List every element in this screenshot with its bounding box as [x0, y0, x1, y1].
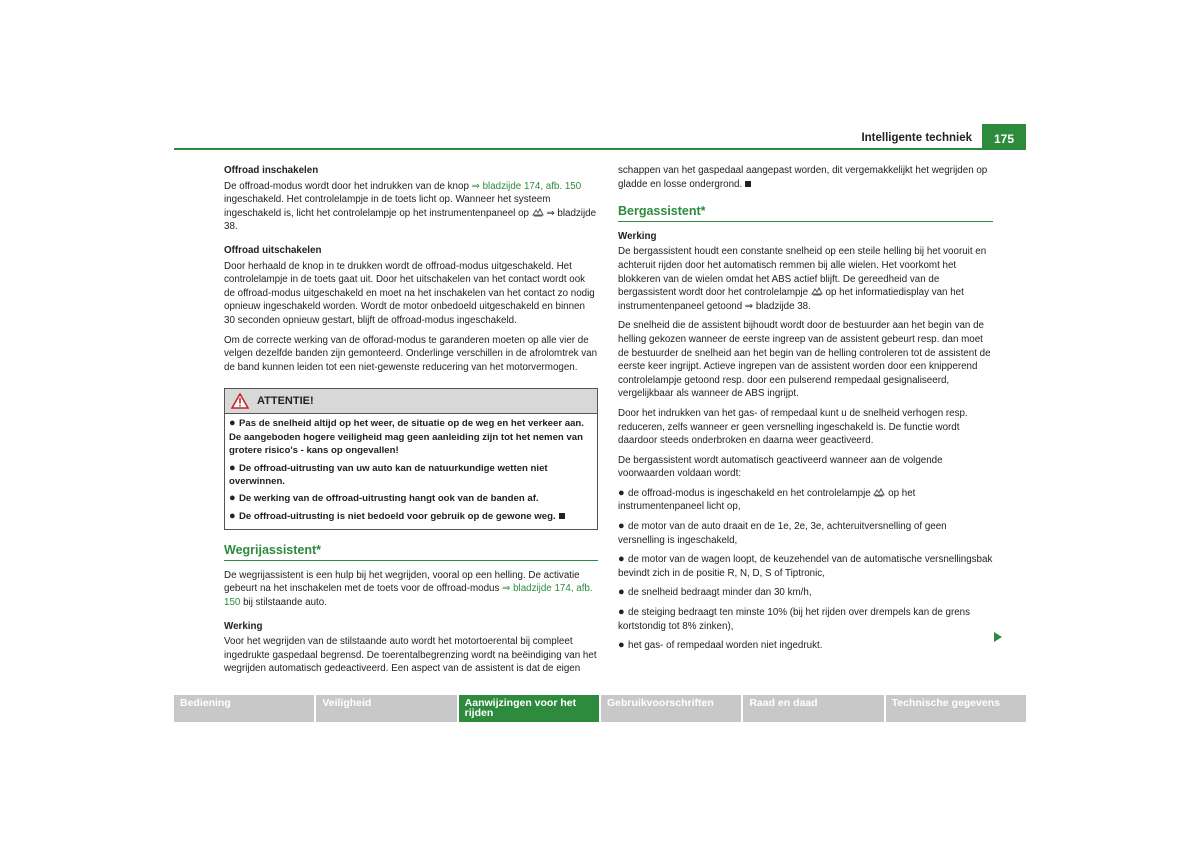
- condition-text: de motor van de wagen loopt, de keuzehendel van de automatische versnellingsbak bevindt zich in de positie R, N, D, S of Tiptronic,: [618, 554, 993, 579]
- tab-technische-gegevens[interactable]: Technische gegevens: [886, 695, 1026, 722]
- bullet-icon: ●: [229, 492, 236, 505]
- end-square-icon: [559, 513, 565, 519]
- offroad-on-text-a: De offroad-modus wordt door het indrukken van de knop: [224, 180, 472, 192]
- wegrij-intro-a: De wegrijassistent is een hulp bij het wegrijden, vooral op een helling. De activatie gebeurt na het inschakelen met de toets voor de offroad-modus: [224, 569, 580, 595]
- condition-item: [618, 520, 993, 547]
- condition-text: de motor van de auto draait en de 1e, 2e, 3e, achteruitversnelling of geen versnelling is ingeschakeld,: [618, 521, 947, 546]
- tyre-paragraph: Om de correcte werking van de offorad-modus te garanderen moeten op alle vier de velgen dezelfde banden zijn gemonteerd. Onderlinge verschillen in de afrolomtrek van de band kunnen leiden tot een niet-gewenste reducering van het motorvermogen.: [224, 334, 598, 373]
- bullet-icon: ●: [618, 486, 625, 499]
- warning-triangle-icon: [231, 393, 249, 409]
- offroad-off-text: Door herhaald de knop in te drukken wordt de offroad-modus uitgeschakeld. Het controlelampje in de toets gaat uit. Door het uitschakelen van het contact wordt ook de offroad-modus uitgeschakeld en moet na het inschakelen van het contact zo nodig opnieuw ingeschakeld worden. Wordt de motor onbedoeld uitgeschakeld en binnen 30 seconden opnieuw gestart, blijft de offroad-modus ingeschakeld.: [224, 260, 595, 326]
- end-square-icon: [745, 181, 751, 187]
- condition-item: [618, 553, 993, 580]
- berg-p1-b: op het informatiedisplay van het instrumentenpaneel getoond ⇒ bladzijde 38.: [618, 287, 964, 312]
- bullet-icon: ●: [618, 586, 625, 599]
- condition-item: [618, 639, 993, 653]
- bullet-icon: ●: [229, 461, 236, 474]
- wegrij-intro-b: bij stilstaande auto.: [240, 596, 327, 608]
- bullet-icon: ●: [229, 509, 236, 522]
- tab-veiligheid[interactable]: Veiligheid: [316, 695, 456, 722]
- tab-aanwijzingen-voor-het-rijden[interactable]: Aanwijzingen voor het rijden: [459, 695, 599, 722]
- ref-arrow: ⇒: [471, 180, 480, 192]
- warning-box: [224, 388, 598, 530]
- berg-p1-a: De bergassistent houdt een constante snelheid op een steile helling bij het vooruit en achteruit rijden door het automatisch remmen bij alle wielen. Het voorkomt het blokkeren van de wielen omdat het ABS actief blijft. De gereedheid van de bergassistent wordt door het controlelampje: [618, 246, 987, 299]
- offroad-lamp-icon: [873, 487, 885, 497]
- bullet-icon: ●: [618, 606, 625, 619]
- berg-p1: [618, 245, 993, 313]
- offroad-on-heading: Offroad inschakelen: [224, 165, 319, 176]
- offroad-on-ref: ⇒ bladzijde 38.: [224, 207, 597, 233]
- warning-item-text: De offroad-uitrusting van uw auto kan de natuurkundige wetten niet overwinnen.: [229, 462, 548, 487]
- wegrij-rule: [224, 560, 598, 561]
- wegrij-werking-text: Voor het wegrijden van de stilstaande auto wordt het motortoerental bij compleet ingedrukte gaspedaal begrensd. De toerentalbegrenzing wordt na beëindiging van het wegrijden automatisch gedeactiveerd. Een aspect van de assistent is dat de eigen: [224, 636, 597, 675]
- ref-arrow: ⇒: [502, 583, 511, 595]
- berg-p2: De snelheid die de assistent bijhoudt wordt door de bestuurder aan het begin van de helling gekozen wanneer de eerste ingreep van de assistent gebeurt resp. dan moet de bestuurder de snelheid aan het begin van de helling controleren tot de assistent de eerste keer ingrijpt. Actieve ingrepen van de assistent worden door een knipperend controlelampje getoond resp. door een pulserend rempedaal gesignaliseerd, vergelijkbaar als wanneer de ABS ingrijpt.: [618, 320, 991, 400]
- tab-raad-en-daad[interactable]: Raad en daad: [743, 695, 883, 722]
- bullet-icon: ●: [618, 639, 625, 652]
- tab-gebruikvoorschriften[interactable]: Gebruikvoorschriften: [601, 695, 741, 722]
- warning-body: [225, 414, 597, 529]
- condition-item: [618, 586, 993, 600]
- continued-text-content: schappen van het gaspedaal aangepast worden, dit vergemakkelijkt het wegrijden op gladde en losse ondergrond.: [618, 165, 988, 190]
- warning-item: [229, 462, 593, 489]
- chapter-tabs: [174, 695, 1026, 722]
- wegrij-intro: [224, 569, 598, 610]
- condition-text: de snelheid bedraagt minder dan 30 km/h,: [628, 587, 812, 599]
- bullet-icon: ●: [618, 553, 625, 566]
- berg-p4: De bergassistent wordt automatisch geactiveerd wanneer aan de volgende voorwaarden voldaan wordt:: [618, 454, 943, 480]
- warning-item: [229, 492, 593, 505]
- condition-text-b: op het instrumentenpaneel licht op,: [618, 487, 916, 513]
- wegrij-werking-heading: Werking: [224, 620, 263, 632]
- berg-werking-heading: Werking: [618, 230, 657, 242]
- offroad-on-text-b: ingeschakeld. Het controlelampje in de toets licht op. Wanneer het systeem ingeschakeld is, licht het controlelampje op het instrumentenpaneel op: [224, 194, 551, 219]
- tab-bediening[interactable]: Bediening: [174, 695, 314, 722]
- header-rule: [174, 148, 1026, 150]
- warning-item-text: Pas de snelheid altijd op het weer, de situatie op de weg en het verkeer aan. De aangeboden hogere veiligheid mag geen aanleiding zijn tot het nemen van grotere risico's - kans op ongevallen!: [229, 418, 584, 457]
- condition-text: het gas- of rempedaal worden niet ingedrukt.: [628, 640, 823, 652]
- condition-item: [618, 487, 993, 514]
- next-page-arrow-icon[interactable]: [994, 632, 1002, 642]
- condition-text-a: de offroad-modus is ingeschakeld en het controlelampje: [628, 487, 874, 499]
- continued-text: [618, 164, 993, 191]
- right-column: [618, 164, 993, 659]
- berg-heading: Bergassistent*: [618, 204, 706, 219]
- warning-item-text: De offroad-uitrusting is niet bedoeld voor gebruik op de gewone weg.: [239, 510, 556, 522]
- berg-p3: Door het indrukken van het gas- of rempedaal kunt u de snelheid verhogen resp. reduceren, zelfs wanneer er geen versnelling ingeschakeld is. De functie wordt daardoor steeds onderbroken en daarna weer geactiveerd.: [618, 407, 968, 447]
- left-column: [224, 164, 598, 682]
- offroad-lamp-icon: [532, 207, 544, 217]
- condition-item: [618, 606, 993, 633]
- wegrij-heading: Wegrijassistent*: [224, 543, 322, 558]
- warning-item-text: De werking van de offroad-uitrusting hangt ook van de banden af.: [239, 493, 539, 505]
- offroad-off-heading: Offroad uitschakelen: [224, 244, 322, 256]
- condition-text: de steiging bedraagt ten minste 10% (bij het rijden over drempels kan de grens kortstondig tot 8% zinken),: [618, 607, 971, 632]
- link-bladzijde-174[interactable]: bladzijde 174, afb. 150: [482, 180, 582, 192]
- bullet-icon: ●: [229, 417, 236, 430]
- page-number: 175: [982, 124, 1026, 150]
- warning-header: [225, 389, 597, 414]
- hill-assist-lamp-icon: [811, 286, 823, 296]
- warning-item: [229, 417, 593, 457]
- warning-title: ATTENTIE!: [257, 394, 314, 407]
- berg-rule: [618, 221, 993, 222]
- warning-item: [229, 510, 593, 523]
- section-title: Intelligente techniek: [861, 132, 972, 144]
- bullet-icon: ●: [618, 520, 625, 533]
- link-bladzijde-174[interactable]: bladzijde 174, afb. 150: [224, 583, 593, 608]
- offroad-on-text: [224, 180, 598, 234]
